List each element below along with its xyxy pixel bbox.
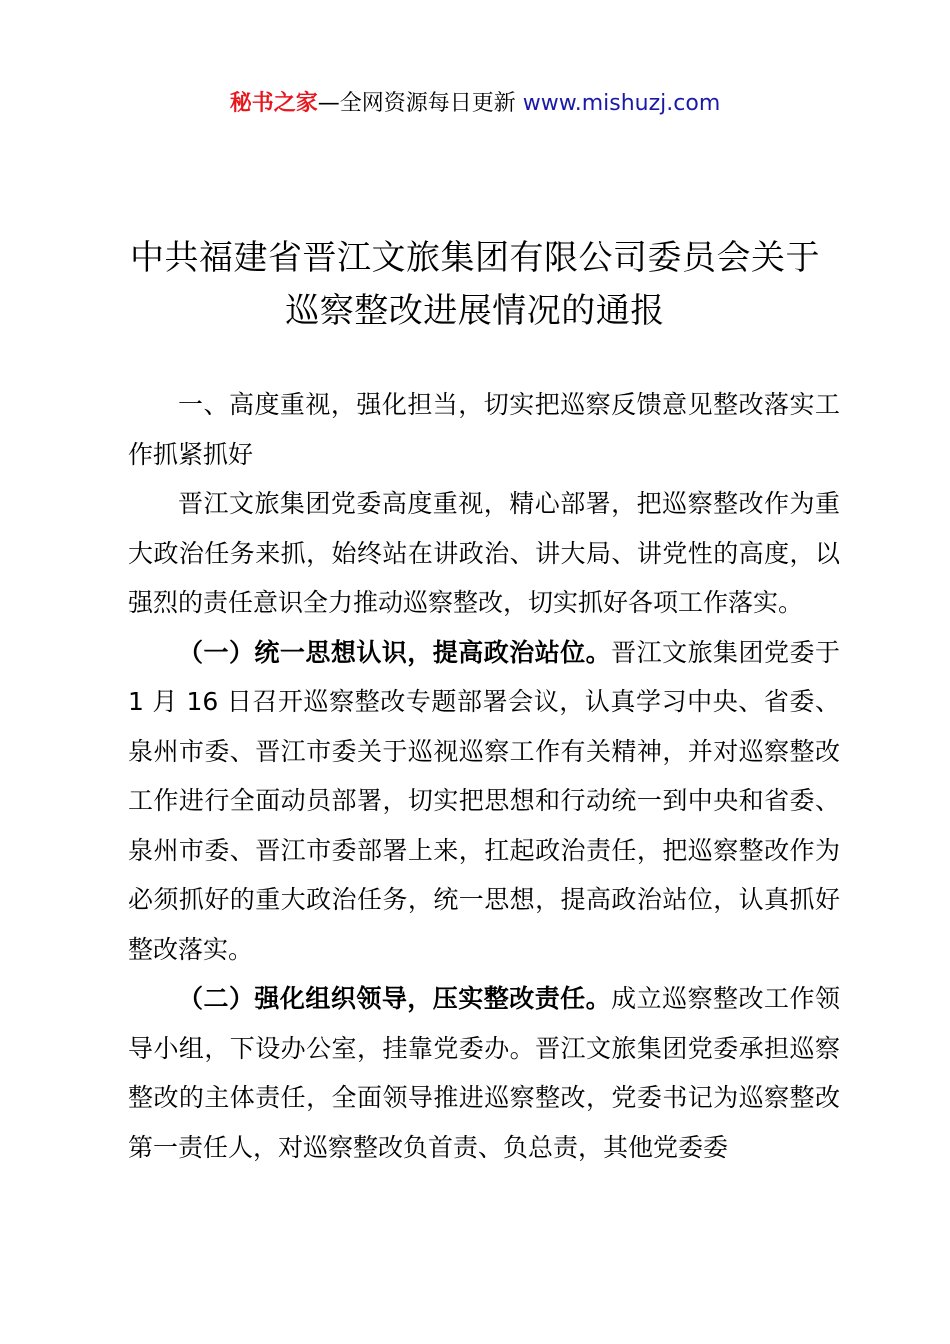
section-1-intro: 晋江文旅集团党委高度重视，精心部署，把巡察整改作为重大政治任务来抓，始终站在讲政治、讲大局、讲党性的高度，以强烈的责任意识全力推动巡察整改，切实抓好各项工作落实。 — [128, 489, 840, 617]
document-title-line-1: 中共福建省晋江文旅集团有限公司委员会关于 — [130, 238, 820, 278]
item-1-heading: （一）统一思想认识，提高政治站位。 — [178, 637, 612, 667]
document-title-line-2: 巡察整改进展情况的通报 — [285, 291, 665, 331]
item-1-paragraph — [128, 628, 840, 975]
document-body — [128, 380, 840, 1172]
item-1-body: 晋江文旅集团党委于 1 月 16 日召开巡察整改专题部署会议，认真学习中央、省委、泉州市委、晋江市委关于巡视巡察工作有关精神，并对巡察整改工作进行全面动员部署，切实把思想和行动统一到中央和省委、泉州市委、晋江市委部署上来，扛起政治责任，把巡察整改作为必须抓好的重大政治任务，统一思想，提高政治站位，认真抓好整改落实。 — [128, 637, 840, 964]
site-url-link[interactable]: www.mishuzj.com — [522, 91, 721, 116]
section-1-heading: 一、高度重视，强化担当，切实把巡察反馈意见整改落实工作抓紧抓好 — [128, 390, 840, 469]
document-title — [60, 232, 890, 338]
item-2-body: 成立巡察整改工作领导小组，下设办公室，挂靠党委办。晋江文旅集团党委承担巡察整改的主体责任，全面领导推进巡察整改，党委书记为巡察整改第一责任人，对巡察整改负首责、负总责，其他党委委 — [128, 984, 840, 1162]
item-2-paragraph — [128, 974, 840, 1172]
site-name: 秘书之家 — [229, 91, 318, 116]
site-slogan: —全网资源每日更新 — [317, 91, 523, 116]
site-header — [0, 88, 950, 120]
item-2-heading: （二）强化组织领导，压实整改责任。 — [178, 984, 612, 1013]
